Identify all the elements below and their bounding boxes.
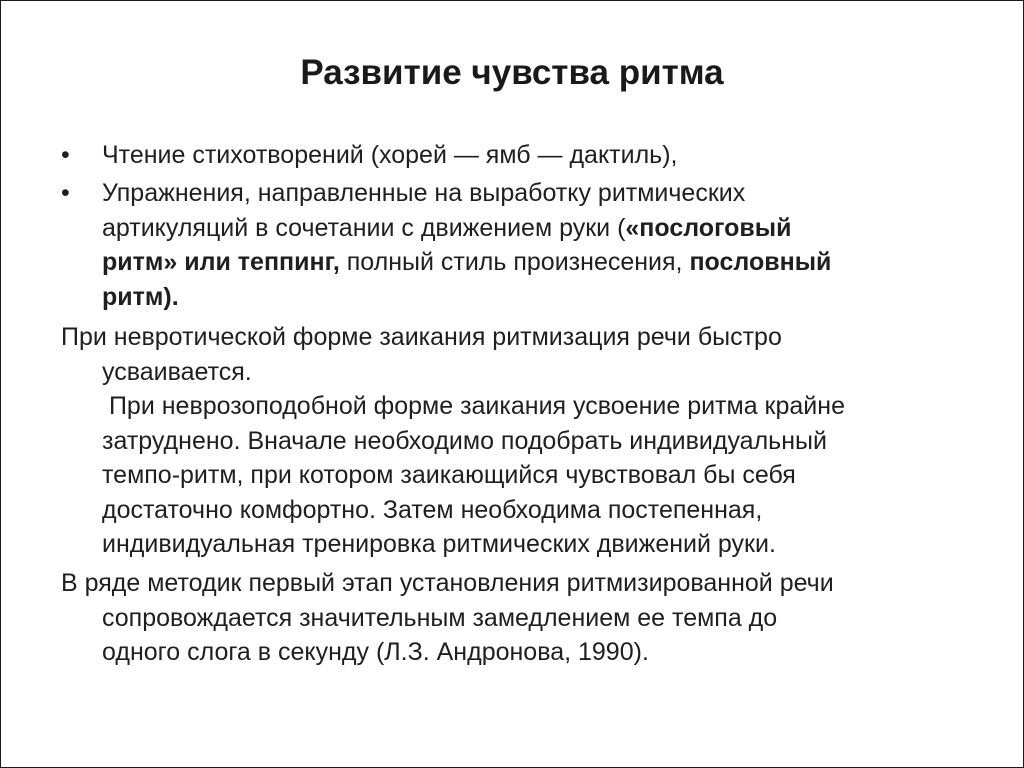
bullet-line (102, 211, 962, 246)
paragraph-line: При невротической форме заикания ритмизация речи быстро (61, 323, 782, 351)
bullet-line (102, 245, 962, 280)
bullet-line (102, 138, 962, 173)
paragraph-line: сопровождается значительным замедлением ее темпа до (102, 603, 778, 632)
paragraph-line: затруднено. Вначале необходимо подобрать индивидуальный (102, 426, 827, 455)
bullet-line (102, 280, 962, 315)
text-run: артикуляций в сочетании с движением руки ( (102, 213, 626, 242)
paragraph-line: усваивается. (102, 357, 252, 386)
bullet-text (102, 176, 962, 314)
paragraph (61, 320, 941, 562)
paragraph-line: В ряде методик первый этап установления ритмизированной речи (61, 569, 834, 597)
bullet-marker: • (61, 141, 70, 169)
paragraph-line: При неврозоподобной форме заикания усвоение ритма крайне (102, 392, 845, 420)
bullet-marker: • (61, 179, 70, 207)
bullet-line (102, 176, 962, 211)
paragraph-line: индивидуальная тренировка ритмических движений руки. (102, 530, 776, 558)
text-run: полный стиль произнесения, (339, 248, 690, 276)
text-run: Упражнения, направленные на выработку ритмических (102, 179, 746, 207)
text-run: Чтение стихотворений (хорей — ямб — дактиль), (102, 141, 678, 169)
paragraph (61, 566, 941, 670)
bullet-text (102, 138, 962, 173)
slide-title: Развитие чувства ритма (300, 53, 724, 92)
bold-text-run: ритм). (102, 282, 179, 311)
paragraph-line: темпо-ритм, при котором заикающийся чувствовал бы себя (102, 461, 796, 489)
bold-text-run: пословный (689, 248, 832, 276)
paragraph-line: достаточно комфортно. Затем необходима постепенная, (102, 495, 763, 524)
paragraph-line: одного слога в секунду (Л.З. Андронова, 1990). (102, 638, 649, 666)
bold-text-run: «послоговый (625, 213, 792, 242)
bold-text-run: ритм» или теппинг, (102, 248, 340, 276)
